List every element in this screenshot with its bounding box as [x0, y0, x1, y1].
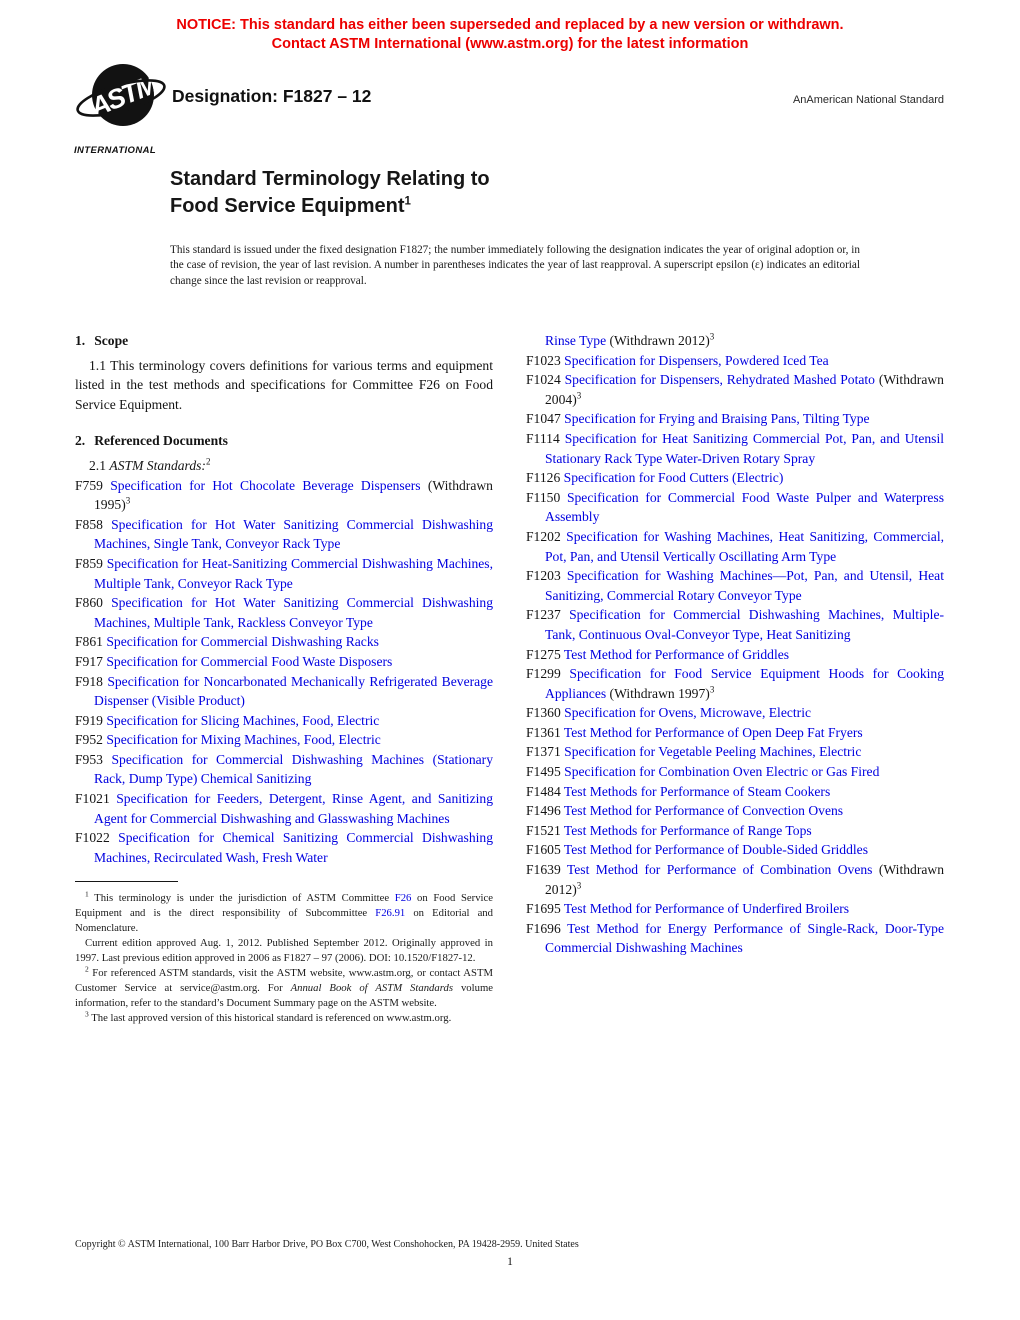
- ref-link[interactable]: Specification for Heat-Sanitizing Commercial Dishwashing Machines, Multiple Tank, Conveyor Rack Type: [94, 555, 493, 591]
- reference-item: [526, 801, 944, 821]
- reference-item: [75, 632, 493, 652]
- ref-number: F1639: [526, 862, 567, 878]
- superseded-notice: [0, 16, 1020, 53]
- reference-item: [526, 762, 944, 782]
- reference-item: [75, 593, 493, 632]
- ref-number: F1024: [526, 372, 565, 388]
- ref-number: F1605: [526, 842, 564, 858]
- reference-item: [75, 828, 493, 867]
- page-number: 1: [507, 1256, 513, 1268]
- ref-link[interactable]: Test Method for Energy Performance of Single-Rack, Door-Type Commercial Dishwashing Machines: [545, 920, 944, 956]
- ref-number: F861: [75, 634, 107, 650]
- reference-item: [526, 409, 944, 429]
- ref-number: F1047: [526, 411, 565, 427]
- ref-number: F1360: [526, 705, 565, 721]
- footnote-1: $^1$ This terminology is under the jurisdiction of ASTM Committee F26 on Food Service Equipment and is the direct responsibility of Subcommittee F26.91 on Editorial and Nomenclature.: [75, 889, 493, 935]
- ref-suffix: (Withdrawn 2012): [606, 333, 710, 348]
- ref-number: F1299: [526, 666, 570, 682]
- ref-number: F1495: [526, 764, 565, 780]
- ref-link[interactable]: Specification for Food Service Equipment Hoods for Cooking Appliances: [545, 666, 944, 701]
- ref-link[interactable]: Test Method for Performance of Double-Sided Griddles: [563, 842, 868, 858]
- ref-link[interactable]: Specification for Washing Machines—Pot, Pan, and Utensil, Heat Sanitizing, Commercial Rotary Conveyor Type: [545, 568, 944, 603]
- subcommittee-f26-91-link[interactable]: F26.91: [375, 907, 406, 920]
- ref-link[interactable]: Specification for Combination Oven Electric or Gas Fired: [564, 764, 880, 780]
- title-line-1: Standard Terminology Relating to: [170, 168, 490, 190]
- ref-number: F858: [75, 516, 112, 532]
- astm-logo: [74, 58, 170, 156]
- reference-item: [75, 711, 493, 731]
- ref-number: F1023: [526, 352, 565, 368]
- ref-link[interactable]: Specification for Chemical Sanitizing Commercial Dishwashing Machines, Recirculated Wash, Fresh Water: [94, 830, 493, 865]
- ref-link[interactable]: Specification for Mixing Machines, Food, Electric: [106, 732, 381, 748]
- ref-link[interactable]: Specification for Food Cutters (Electric): [563, 470, 784, 486]
- footnote-divider: [75, 881, 178, 882]
- ref-link[interactable]: Specification for Commercial Food Waste Disposers: [106, 653, 393, 669]
- reference-item: [526, 664, 944, 703]
- ref-number: F1021: [75, 791, 117, 807]
- reference-item: [75, 652, 493, 672]
- ref-number: F917: [75, 653, 107, 669]
- title-footnote-marker: 1: [404, 195, 411, 208]
- reference-item: [526, 723, 944, 743]
- ref-number: F952: [75, 732, 107, 748]
- ref-link[interactable]: Specification for Dispensers, Powdered Iced Tea: [564, 352, 829, 368]
- ref-link[interactable]: Specification for Commercial Dishwashing Racks: [106, 634, 379, 650]
- title-line-2: Food Service Equipment$^1$: [170, 195, 411, 217]
- ref-link[interactable]: Specification for Hot Water Sanitizing Commercial Dishwashing Machines, Multiple Tank, Rackless Conveyor Type: [94, 595, 493, 630]
- ref-number: F953: [75, 751, 112, 767]
- ref-link[interactable]: Test Methods for Performance of Range Tops: [563, 822, 812, 838]
- notice-line-2: Contact ASTM International (www.astm.org) for the latest information: [271, 35, 749, 52]
- reference-item: [526, 899, 944, 919]
- ref-number: F918: [75, 673, 108, 689]
- reference-item: [526, 605, 944, 644]
- ref-link[interactable]: Specification for Ovens, Microwave, Electric: [564, 705, 812, 721]
- left-column: [75, 331, 493, 1026]
- reference-item: [526, 860, 944, 899]
- page-title: [170, 166, 490, 220]
- astm-logo-subtext: INTERNATIONAL: [74, 145, 157, 156]
- ref-suffix: (Withdrawn 2012): [545, 862, 944, 897]
- reference-item: [75, 730, 493, 750]
- astm-standards-subheading: 2.1 ASTM Standards:$^2$: [89, 456, 211, 473]
- two-column-body: [75, 331, 945, 1026]
- ref-link[interactable]: Specification for Commercial Dishwashing Machines (Stationary Rack, Dump Type) Chemical Sanitizing: [94, 751, 493, 787]
- subheading-footnote-marker: 2: [205, 456, 211, 467]
- ref-link[interactable]: Specification for Feeders, Detergent, Rinse Agent, and Sanitizing Agent for Commercial Dishwashing and Glasswashing Machines: [94, 791, 493, 826]
- ref-link[interactable]: Specification for Hot Chocolate Beverage Dispensers: [110, 477, 421, 493]
- ref-number: F1521: [526, 822, 564, 838]
- copyright-line: Copyright © ASTM International, 100 Barr Harbor Drive, PO Box C700, West Conshohocken, PA 19428-2959. United States: [75, 1239, 579, 1250]
- reference-item: [75, 515, 493, 554]
- section-heading-scope: 1. Scope: [75, 333, 129, 348]
- reference-item: [75, 554, 493, 593]
- designation-label: Designation: F1827 – 12: [172, 86, 372, 106]
- reference-item: [75, 789, 493, 828]
- ref-link[interactable]: Specification for Commercial Dishwashing Machines, Multiple-Tank, Continuous Oval-Conveyor Type, Heat Sanitizing: [545, 607, 944, 642]
- reference-item: [75, 672, 493, 711]
- ref-number: F1496: [526, 803, 564, 819]
- ref-number: F859: [75, 555, 107, 571]
- ref-footnote-marker: 3: [709, 684, 715, 695]
- national-standard-label: AnAmerican National Standard: [792, 94, 944, 106]
- ref-link[interactable]: Specification for Dispensers, Rehydrated Mashed Potato: [564, 372, 875, 388]
- ref-number: F1203: [526, 568, 567, 584]
- ref-link[interactable]: Specification for Noncarbonated Mechanically Refrigerated Beverage Dispenser (Visible Product): [94, 673, 493, 709]
- reference-item: [526, 566, 944, 605]
- ref-link[interactable]: Test Methods for Performance of Steam Cookers: [563, 783, 831, 799]
- ref-link[interactable]: Specification for Frying and Braising Pans, Tilting Type: [564, 411, 870, 427]
- reference-item: [75, 750, 493, 789]
- section-heading-referenced-documents: 2. Referenced Documents: [75, 433, 228, 449]
- ref-number: F1275: [526, 646, 564, 662]
- reference-item: [526, 370, 944, 409]
- ref-number: F860: [75, 595, 112, 611]
- ref-number: F1695: [526, 901, 564, 917]
- reference-item: [526, 351, 944, 371]
- ref-suffix: (Withdrawn 1997): [606, 685, 710, 701]
- reference-item: [526, 742, 944, 762]
- ref-suffix: (Withdrawn 2004): [545, 372, 944, 407]
- reference-item: [75, 476, 493, 515]
- reference-item: [526, 840, 944, 860]
- ref-number: F1484: [526, 783, 564, 799]
- reference-item: [526, 468, 944, 488]
- ref-link[interactable]: Test Method for Performance of Convection Ovens: [563, 803, 844, 819]
- ref-number: F1696: [526, 920, 568, 936]
- ref-link[interactable]: Test Method for Performance of Combination Ovens: [566, 862, 873, 878]
- ref-link[interactable]: Test Method for Performance of Underfired Broilers: [563, 901, 850, 917]
- ref-footnote-marker: 3: [576, 880, 582, 891]
- ref-number: F1202: [526, 528, 567, 544]
- ref-footnote-marker: 3: [709, 331, 715, 342]
- footnote-2: $^2$ For referenced ASTM standards, visit the ASTM website, www.astm.org, or contact ASTM Customer Service at service@astm.org. For Annual Book of ASTM Standards volume information, refer to the standard’s Document Summary page on the ASTM website.: [75, 964, 494, 1009]
- svg-text:ASTM: ASTM: [85, 69, 161, 123]
- reference-item: [526, 703, 944, 723]
- ref-link[interactable]: Rinse Type: [545, 333, 607, 348]
- reference-item: [526, 527, 944, 566]
- scope-paragraph: 1.1 This terminology covers definitions for various terms and equipment listed in the test methods and specifications for Committee F26 on Food Service Equipment.: [75, 357, 493, 412]
- issuance-note: This standard is issued under the fixed designation F1827; the number immediately following the designation indicates the year of original adoption or, in the case of revision, the year of last revision. A number in parentheses indicates the year of last reapproval. A superscript epsilon (ε) indicates an editorial change since the last revision or reapproval.: [170, 244, 860, 287]
- ref-number: F1371: [526, 744, 565, 760]
- reference-item: [526, 645, 944, 665]
- ref-link[interactable]: Test Method for Performance of Open Deep Fat Fryers: [563, 724, 863, 740]
- ref-link[interactable]: Specification for Hot Water Sanitizing Commercial Dishwashing Machines, Single Tank, Conveyor Rack Type: [94, 516, 493, 552]
- ref-footnote-marker: 3: [576, 390, 582, 401]
- notice-line-1: NOTICE: This standard has either been superseded and replaced by a new version or withdrawn.: [176, 17, 844, 33]
- reference-item: [526, 782, 944, 802]
- committee-f26-link[interactable]: F26: [394, 892, 412, 905]
- reference-item: [526, 919, 944, 958]
- ref-number: F759: [75, 477, 111, 493]
- ref-number: F919: [75, 712, 107, 728]
- references-list-left: [75, 476, 493, 868]
- ref-link[interactable]: Specification for Heat Sanitizing Commercial Pot, Pan, and Utensil Stationary Rack Type Water-Driven Rotary Spray: [545, 430, 945, 466]
- ref-number: F1361: [526, 724, 564, 740]
- right-column: [526, 331, 944, 1026]
- ref-footnote-marker: 3: [125, 495, 131, 506]
- ref-number: F1237: [526, 607, 570, 623]
- astm-globe-icon: [74, 58, 166, 142]
- reference-item-continuation: [526, 331, 944, 351]
- ref-link[interactable]: Specification for Vegetable Peeling Machines, Electric: [564, 744, 862, 760]
- footnote-3: $^3$ The last approved version of this historical standard is referenced on www.astm.org.: [85, 1009, 452, 1024]
- edition-note: Current edition approved Aug. 1, 2012. Published September 2012. Originally approved in 1997. Last previous edition approved in 2006 as F1827 – 97 (2006). DOI: 10.1520/F1827-12.: [75, 937, 493, 965]
- ref-number: F1022: [75, 830, 119, 846]
- ref-number: F1126: [526, 470, 564, 486]
- ref-link[interactable]: Test Method for Performance of Griddles: [563, 646, 790, 662]
- reference-item: [526, 429, 944, 468]
- ref-number: F1150: [526, 489, 567, 505]
- references-list-right: [526, 351, 944, 958]
- ref-suffix: (Withdrawn 1995): [94, 477, 493, 513]
- reference-item: [526, 488, 944, 527]
- ref-number: F1114: [526, 430, 565, 446]
- reference-item: [526, 821, 944, 841]
- ref-link[interactable]: Specification for Commercial Food Waste Pulper and Waterpress Assembly: [545, 489, 944, 525]
- footnotes-block: [75, 881, 493, 1025]
- ref-link[interactable]: Specification for Washing Machines, Heat Sanitizing, Commercial, Pot, Pan, and Utensil Vertically Oscillating Arm Type: [545, 528, 945, 564]
- ref-link[interactable]: Specification for Slicing Machines, Food, Electric: [106, 712, 380, 728]
